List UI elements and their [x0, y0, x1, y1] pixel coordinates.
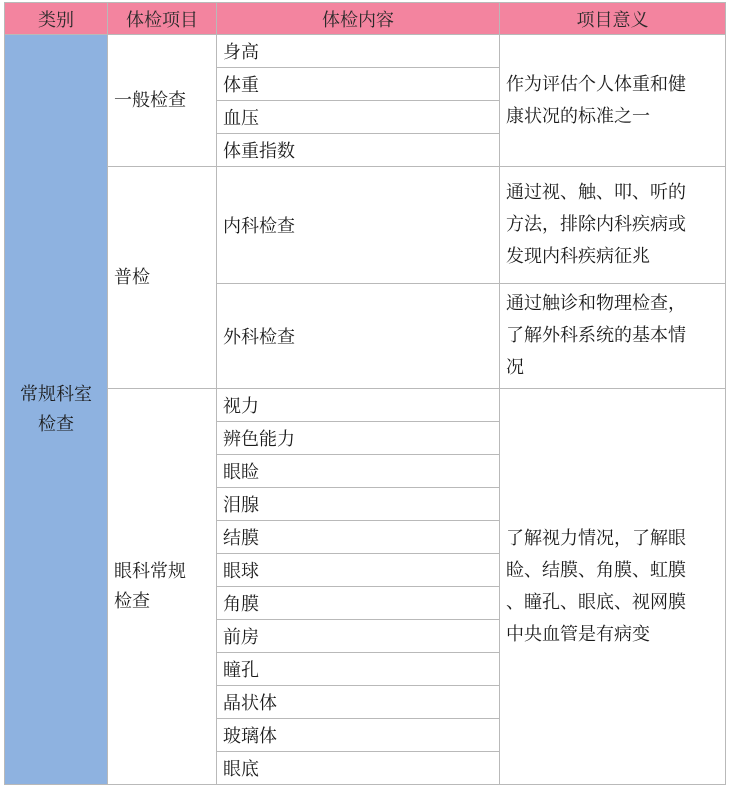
table-row [5, 167, 726, 284]
item-label: 眼科常规 [114, 560, 186, 582]
exam-table [4, 2, 726, 785]
content-cell: 眼睑 [217, 455, 500, 488]
meaning-line: 中央血管是有病变 [506, 623, 650, 645]
content-cell: 眼底 [217, 752, 500, 785]
meaning-line: 作为评估个人体重和健 [506, 73, 686, 95]
item-eye-exam [108, 389, 217, 785]
content-cell: 结膜 [217, 521, 500, 554]
meaning-line: 况 [506, 357, 524, 378]
content-cell: 身高 [217, 35, 500, 68]
meaning-line: 发现内科疾病征兆 [506, 246, 650, 267]
content-cell: 外科检查 [217, 284, 500, 389]
item-general-check [108, 167, 217, 389]
item-general-exam [108, 35, 217, 167]
item-label: 一般检查 [114, 89, 186, 111]
meaning-general-exam [500, 35, 726, 167]
meaning-surgical [500, 284, 726, 389]
table-row [5, 35, 726, 68]
item-label: 检查 [114, 590, 150, 612]
meaning-line: 通过视、触、叩、听的 [506, 182, 686, 203]
meaning-line: 了解外科系统的基本情 [506, 325, 686, 346]
content-cell: 视力 [217, 389, 500, 422]
content-cell: 体重指数 [217, 134, 500, 167]
header-content: 体检内容 [217, 3, 500, 35]
content-cell: 体重 [217, 68, 500, 101]
header-meaning: 项目意义 [500, 3, 726, 35]
meaning-line: 了解视力情况，了解眼 [506, 527, 686, 549]
meaning-line: 康状况的标准之一 [506, 105, 650, 127]
category-label-line1: 常规科室 [20, 383, 92, 405]
content-cell: 玻璃体 [217, 719, 500, 752]
header-category: 类别 [5, 3, 108, 35]
category-cell [5, 35, 108, 785]
table-row [5, 389, 726, 422]
meaning-internal [500, 167, 726, 284]
category-label-line2: 检查 [38, 413, 74, 435]
content-cell: 血压 [217, 101, 500, 134]
item-label: 普检 [114, 266, 150, 288]
content-cell: 角膜 [217, 587, 500, 620]
content-cell: 前房 [217, 620, 500, 653]
meaning-line: 通过触诊和物理检查， [506, 293, 686, 314]
content-cell: 瞳孔 [217, 653, 500, 686]
header-item: 体检项目 [108, 3, 217, 35]
meaning-eye-exam [500, 389, 726, 785]
content-cell: 泪腺 [217, 488, 500, 521]
meaning-line: 、瞳孔、眼底、视网膜 [506, 591, 686, 613]
exam-table-wrapper [4, 2, 726, 785]
content-cell: 眼球 [217, 554, 500, 587]
meaning-line: 睑、结膜、角膜、虹膜 [506, 559, 686, 581]
meaning-line: 方法，排除内科疾病或 [506, 214, 686, 235]
content-cell: 内科检查 [217, 167, 500, 284]
header-row [5, 3, 726, 35]
content-cell: 辨色能力 [217, 422, 500, 455]
content-cell: 晶状体 [217, 686, 500, 719]
